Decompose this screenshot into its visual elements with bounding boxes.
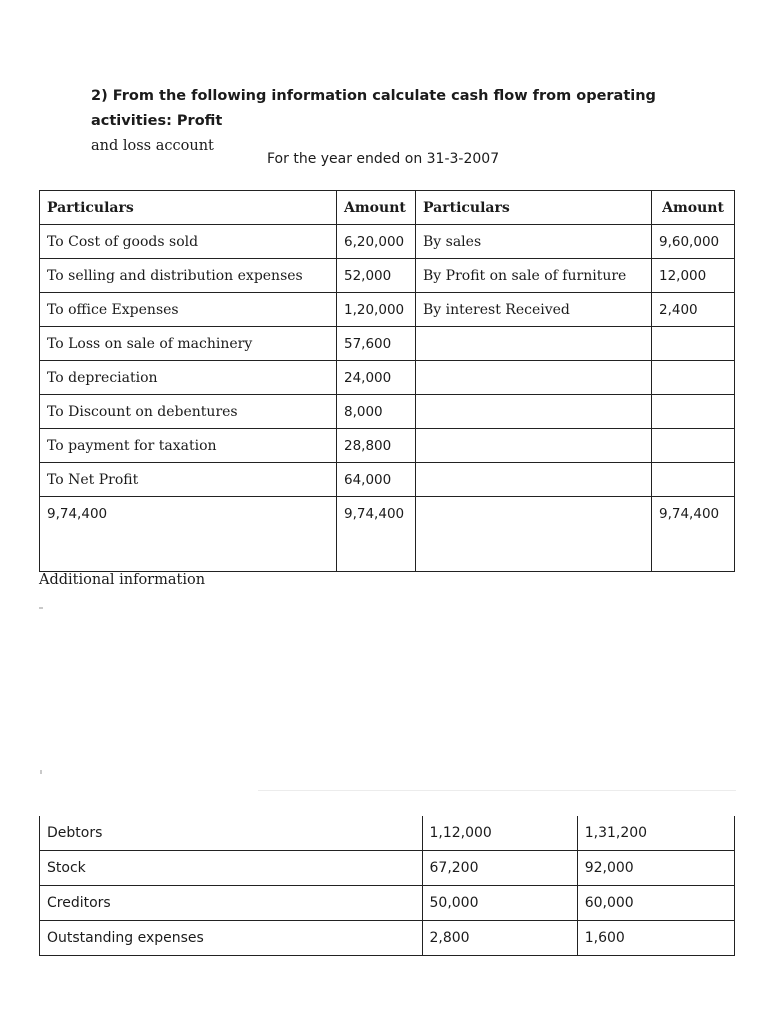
debit-amount: 64,000 xyxy=(337,463,416,497)
scan-mark xyxy=(39,607,43,609)
info-value-1: 1,12,000 xyxy=(422,816,577,851)
table-row xyxy=(40,816,735,851)
header-particulars-debit: Particulars xyxy=(40,191,337,225)
credit-amount: 9,60,000 xyxy=(652,225,735,259)
header-amount-debit: Amount xyxy=(337,191,416,225)
additional-info-table xyxy=(39,816,735,956)
additional-info-heading: Additional information xyxy=(39,572,206,588)
table-row xyxy=(40,395,735,429)
scan-mark xyxy=(40,770,42,774)
table-row xyxy=(40,327,735,361)
question-line-2: and loss account xyxy=(91,138,214,154)
info-value-2: 60,000 xyxy=(577,886,734,921)
table-row xyxy=(40,429,735,463)
debit-particular: To Net Profit xyxy=(40,463,337,497)
divider xyxy=(258,790,736,791)
total-debit-amount: 9,74,400 xyxy=(337,497,416,572)
statement-subtitle: For the year ended on 31-3-2007 xyxy=(267,151,500,167)
debit-particular: To Discount on debentures xyxy=(40,395,337,429)
credit-amount: 12,000 xyxy=(652,259,735,293)
credit-particular xyxy=(416,463,652,497)
debit-amount: 52,000 xyxy=(337,259,416,293)
info-value-2: 92,000 xyxy=(577,851,734,886)
header-amount-credit: Amount xyxy=(652,191,735,225)
info-item: Stock xyxy=(40,851,423,886)
info-value-1: 67,200 xyxy=(422,851,577,886)
debit-amount: 57,600 xyxy=(337,327,416,361)
debit-particular: To selling and distribution expenses xyxy=(40,259,337,293)
debit-particular: To Cost of goods sold xyxy=(40,225,337,259)
info-item: Debtors xyxy=(40,816,423,851)
total-row xyxy=(40,497,735,572)
credit-amount xyxy=(652,361,735,395)
debit-particular: To office Expenses xyxy=(40,293,337,327)
info-value-1: 2,800 xyxy=(422,921,577,956)
credit-amount xyxy=(652,327,735,361)
info-item: Creditors xyxy=(40,886,423,921)
info-value-1: 50,000 xyxy=(422,886,577,921)
credit-amount xyxy=(652,429,735,463)
credit-particular: By sales xyxy=(416,225,652,259)
total-credit-amount: 9,74,400 xyxy=(652,497,735,572)
debit-amount: 28,800 xyxy=(337,429,416,463)
table-header-row xyxy=(40,191,735,225)
debit-particular: To payment for taxation xyxy=(40,429,337,463)
total-credit-label xyxy=(416,497,652,572)
table-row xyxy=(40,886,735,921)
debit-particular: To depreciation xyxy=(40,361,337,395)
header-particulars-credit: Particulars xyxy=(416,191,652,225)
question-text xyxy=(91,84,741,159)
table-row xyxy=(40,259,735,293)
info-item: Outstanding expenses xyxy=(40,921,423,956)
table-row xyxy=(40,921,735,956)
credit-amount xyxy=(652,395,735,429)
credit-particular: By interest Received xyxy=(416,293,652,327)
table-row xyxy=(40,293,735,327)
info-value-2: 1,31,200 xyxy=(577,816,734,851)
debit-amount: 1,20,000 xyxy=(337,293,416,327)
profit-loss-table xyxy=(39,190,735,572)
credit-particular xyxy=(416,327,652,361)
credit-particular xyxy=(416,429,652,463)
debit-amount: 6,20,000 xyxy=(337,225,416,259)
debit-particular: To Loss on sale of machinery xyxy=(40,327,337,361)
table-row xyxy=(40,463,735,497)
credit-amount: 2,400 xyxy=(652,293,735,327)
table-row xyxy=(40,225,735,259)
debit-amount: 8,000 xyxy=(337,395,416,429)
table-row xyxy=(40,361,735,395)
debit-amount: 24,000 xyxy=(337,361,416,395)
credit-particular xyxy=(416,395,652,429)
info-value-2: 1,600 xyxy=(577,921,734,956)
table-row xyxy=(40,851,735,886)
total-debit-label: 9,74,400 xyxy=(40,497,337,572)
question-line-1: 2) From the following information calculate cash flow from operating activities: Profit xyxy=(91,88,656,129)
credit-particular xyxy=(416,361,652,395)
credit-amount xyxy=(652,463,735,497)
credit-particular: By Profit on sale of furniture xyxy=(416,259,652,293)
